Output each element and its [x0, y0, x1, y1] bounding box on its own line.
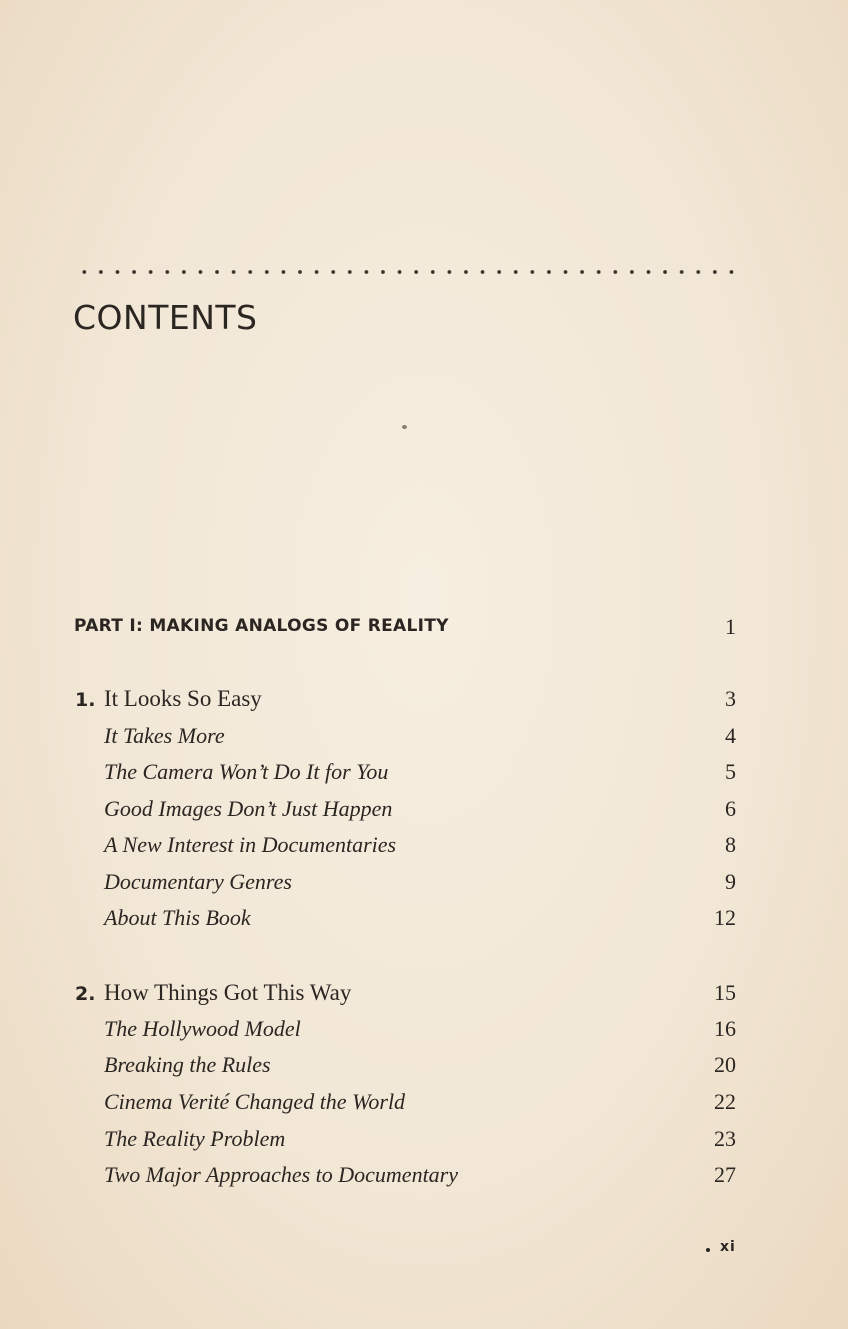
section-title: Good Images Don’t Just Happen [104, 796, 393, 821]
chapter-row [0, 686, 848, 716]
section-page-number: 23 [714, 1126, 736, 1151]
section-page-number: 20 [714, 1052, 736, 1077]
section-title: Two Major Approaches to Documentary [104, 1162, 459, 1187]
section-row [0, 1016, 848, 1046]
chapter-number: 1. [75, 689, 96, 711]
folio-page-number: xi [720, 1239, 736, 1255]
section-page-number: 27 [714, 1162, 736, 1187]
section-row [0, 796, 848, 826]
section-row [0, 723, 848, 753]
page-title: CONTENTS [73, 298, 258, 337]
section-title: Cinema Verité Changed the World [104, 1089, 406, 1114]
section-page-number: 22 [714, 1089, 736, 1114]
section-title: A New Interest in Documentaries [104, 832, 397, 857]
chapter-row [0, 980, 848, 1010]
section-page-number: 4 [725, 723, 736, 748]
part-label: PART I: MAKING ANALOGS OF REALITY [74, 616, 449, 636]
section-title: Breaking the Rules [104, 1052, 271, 1077]
section-title: The Reality Problem [104, 1126, 286, 1151]
section-row [0, 1089, 848, 1119]
section-page-number: 9 [725, 869, 736, 894]
section-row [0, 1052, 848, 1082]
chapter-title: How Things Got This Way [104, 980, 352, 1005]
part-page-number: 1 [725, 614, 736, 639]
section-page-number: 8 [725, 832, 736, 857]
section-title: About This Book [104, 905, 251, 930]
part-heading-row [74, 614, 736, 640]
section-page-number: 5 [725, 759, 736, 784]
chapter-number: 2. [75, 983, 96, 1005]
section-title: It Takes More [104, 723, 225, 748]
section-row [0, 1126, 848, 1156]
section-page-number: 6 [725, 796, 736, 821]
section-title: The Hollywood Model [104, 1016, 301, 1041]
section-page-number: 16 [714, 1016, 736, 1041]
chapter-title: It Looks So Easy [104, 686, 262, 711]
section-title: The Camera Won’t Do It for You [104, 759, 389, 784]
dotted-rule [76, 266, 740, 278]
paper-speck [402, 425, 407, 429]
chapter-page-number: 3 [725, 686, 736, 711]
section-title: Documentary Genres [104, 869, 292, 894]
section-row [0, 869, 848, 899]
folio-bullet [706, 1248, 710, 1252]
section-page-number: 12 [714, 905, 736, 930]
section-row [0, 832, 848, 862]
chapter-page-number: 15 [714, 980, 736, 1005]
section-row [0, 1162, 848, 1192]
section-row [0, 759, 848, 789]
section-row [0, 905, 848, 935]
